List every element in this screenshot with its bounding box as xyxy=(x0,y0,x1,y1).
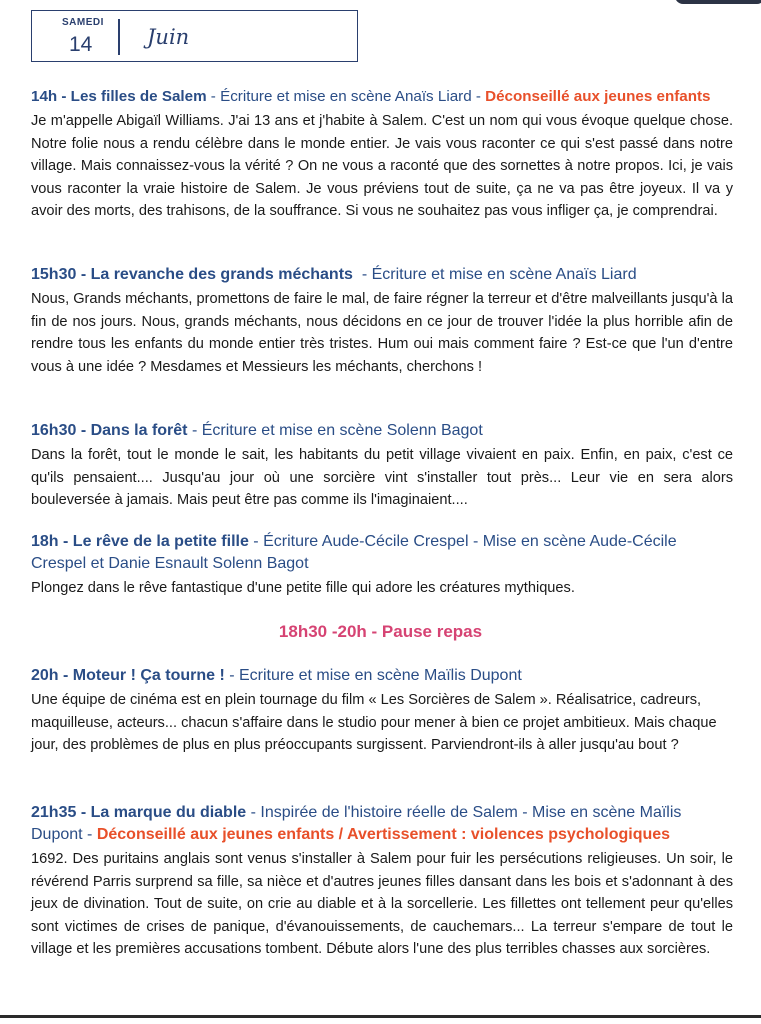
event-credits: - Écriture et mise en scène Anaïs Liard xyxy=(352,266,637,283)
event-les-filles-de-salem xyxy=(31,86,733,223)
event-warning: Déconseillé aux jeunes enfants xyxy=(485,88,711,105)
event-description: Dans la forêt, tout le monde le sait, les habitants du petit village vivaient en paix. Enfin, en paix, c'est ce qu'ils pensaient.... Jusqu'au jour où une sorcière vint s'installer tout près... Leur vie en sera alors bouleversée à jamais. Mais peut être pas comme ils l'imaginaient.... xyxy=(31,447,733,508)
event-heading xyxy=(31,420,733,442)
event-time-title: 15h30 - La revanche des grands méchants xyxy=(31,266,353,283)
event-dans-la-foret xyxy=(31,420,733,512)
event-heading xyxy=(31,802,733,846)
event-time-title: 21h35 - La marque du diable xyxy=(31,804,247,821)
pause-repas: 18h30 -20h - Pause repas xyxy=(278,622,483,641)
event-description: Je m'appelle Abigaïl Williams. J'ai 13 ans et j'habite à Salem. C'est un nom qui vous évoque quelque chose. Notre folie nous a rendu célèbre dans le monde entier. Je vais vous raconter ce qui s'est passé dans notre village. Mais connaissez-vous la vérité ? On ne vous a raconté que des sornettes à notre propos. Ici, je vais vous raconter la vraie histoire de Salem. Je vous préviens tout de suite, ça ne va pas être joyeux. Il va y avoir des morts, des trahisons, de la souffrance. Si vous ne souhaitez pas vous infliger ça, je comprendrai. xyxy=(31,113,733,219)
event-description: 1692. Des puritains anglais sont venus s'installer à Salem pour fuir les persécutions religieuses. Un soir, le révérend Parris surprend sa fille, sa nièce et d'autres jeunes filles dansant dans les bois et s'adonnant à des jeux de divination. Tout de suite, on crie au diable et à la sorcellerie. Les fillettes ont tellement peur qu'elles sont victimes de crises de panique, d'évanouissements, de cauchemars... La terreur s'empare de tout le village et les premières accusations tombent. Débute alors l'une des plus terribles chasses aux sorcières. xyxy=(31,851,733,957)
event-la-revanche-des-grands-mechants xyxy=(31,264,733,378)
event-credits: - Écriture et mise en scène Solenn Bagot xyxy=(187,422,483,439)
event-credits: - Écriture Aude-Cécile Crespel - Mise en scène Aude-Cécile Crespel et Danie Esnault Solenn Bagot xyxy=(31,533,677,572)
event-heading xyxy=(31,531,733,575)
month: Juin xyxy=(147,25,190,49)
event-time-title: 16h30 - Dans la forêt xyxy=(31,422,188,439)
day-number: 14 xyxy=(69,33,93,56)
event-time-title: 18h - Le rêve de la petite fille xyxy=(31,533,249,550)
bottom-rule xyxy=(0,1015,761,1018)
event-credits: - Écriture et mise en scène Anaïs Liard - xyxy=(206,88,486,105)
event-time-title: 20h - Moteur ! Ça tourne ! xyxy=(31,667,225,684)
event-time-title: 14h - Les filles de Salem xyxy=(31,88,207,105)
weekday: SAMEDI xyxy=(62,17,104,28)
event-credits: - Ecriture et mise en scène Maïlis Dupont xyxy=(224,667,522,684)
date-divider xyxy=(118,19,120,55)
event-credits: - Inspirée de l'histoire réelle de Salem - Mise en scène Maïlis Dupont - xyxy=(31,804,682,843)
event-description: Une équipe de cinéma est en plein tournage du film « Les Sorcières de Salem ». Réalisatrice, cadreurs, maquilleuse, acteurs... chacun s'affaire dans le studio pour mener à bien ce projet ambitieux. Mais chaque jour, des problèmes de plus en plus préoccupants surgissent. Parviendront-ils à aller jusqu'au bout ? xyxy=(31,692,717,753)
top-edge-decoration xyxy=(675,0,761,4)
event-description: Nous, Grands méchants, promettons de faire le mal, de faire régner la terreur et d'être malveillants jusqu'à la fin de nos jours. Nous, grands méchants, nous décidons en ce jour de trouver l'idée la plus horrible afin de rendre tous les enfants du monde entier très tristes. Hum oui mais comment faire ? Est-ce que l'un d'entre vous à une idée ? Mesdames et Messieurs les méchants, cherchons ! xyxy=(31,291,733,375)
event-heading xyxy=(31,86,733,108)
event-description: Plongez dans le rêve fantastique d'une petite fille qui adore les créatures mythiques. xyxy=(31,580,575,596)
event-heading xyxy=(31,665,733,687)
event-warning: Déconseillé aux jeunes enfants / Avertissement : violences psychologiques xyxy=(96,826,671,843)
event-heading xyxy=(31,264,733,286)
date-header xyxy=(31,10,358,62)
event-le-reve-de-la-petite-fille xyxy=(31,531,733,600)
event-la-marque-du-diable xyxy=(31,802,733,961)
event-moteur-ca-tourne xyxy=(31,665,733,757)
